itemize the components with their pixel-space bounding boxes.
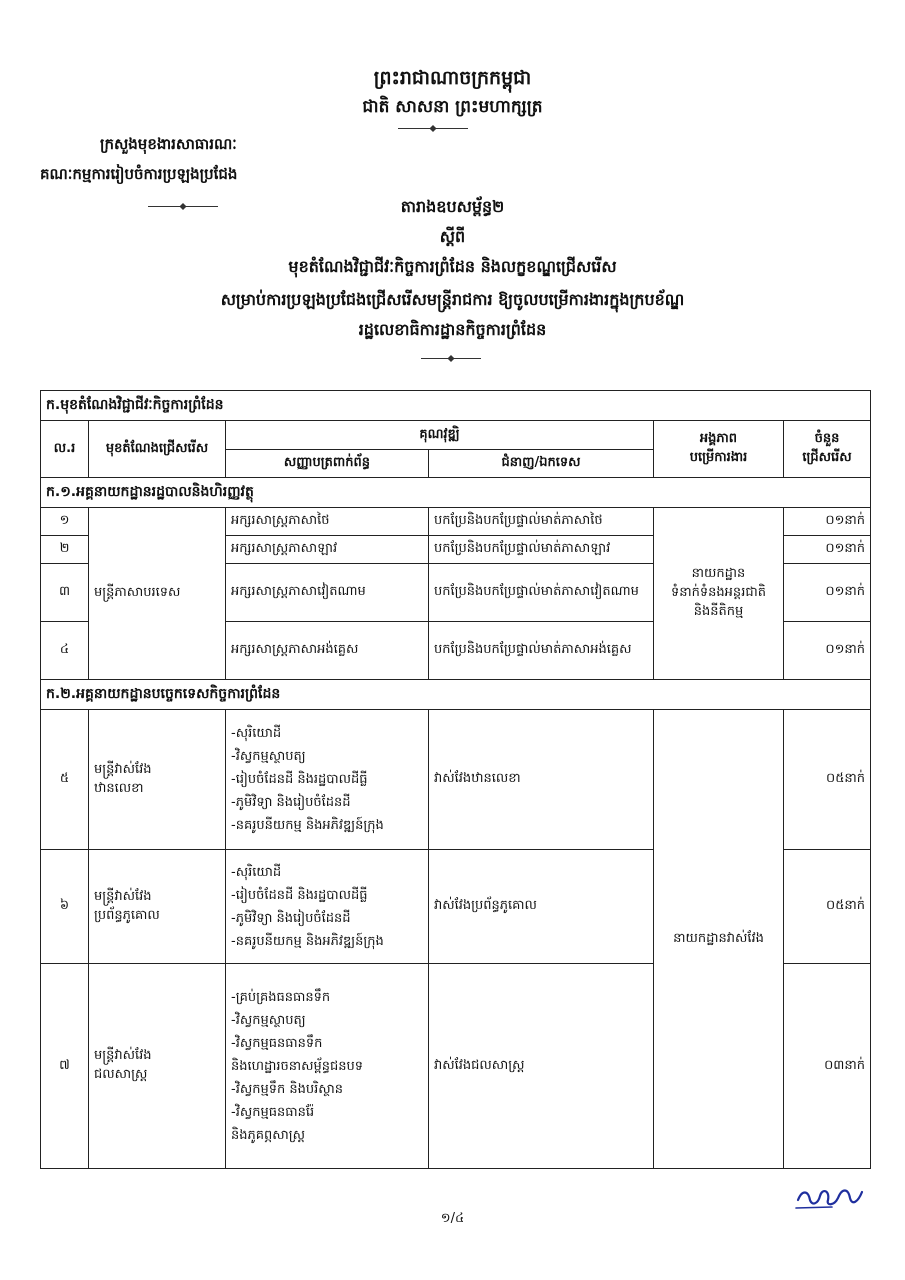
degree-item: -គ្រប់គ្រងធនធានទឹក (231, 989, 331, 1005)
position-name: មន្ត្រីភាសាបរទេស (89, 508, 226, 680)
degree-item: -វិស្វកម្មស្ថាបត្យ (231, 1012, 306, 1028)
degree-item: -នគរូបនីយកម្ម និងអភិវឌ្ឍន៍ក្រុង (231, 933, 384, 949)
count-cell: ០៥នាក់ (784, 850, 871, 964)
service-unit-line: នាយកដ្ឋាន (691, 566, 746, 581)
position-line: មន្ត្រីវាស់វែង (94, 888, 152, 904)
degree-item: និងភូគព្ភសាស្ត្រ (231, 1127, 306, 1143)
degree-item: -សុរិយោដី (231, 864, 282, 880)
national-motto: ជាតិ សាសនា ព្រះមហាក្សត្រ (362, 97, 543, 117)
degree-item: -ភូមិវិទ្យា និងរៀបចំដែនដី (231, 795, 351, 810)
specialty-cell: បកប្រែនិងបកប្រែផ្ទាល់មាត់ភាសាថៃ (429, 508, 654, 536)
specialty-cell: បកប្រែនិងបកប្រែផ្ទាល់មាត់ភាសាឡាវ (429, 536, 654, 564)
subsection-title-1: ក.១.អគ្គនាយកដ្ឋានរដ្ឋបាលនិងហិរញ្ញវត្ថុ (41, 478, 871, 508)
header-specialty: ជំនាញ/ឯកទេស (429, 450, 654, 478)
positions-table (40, 390, 871, 1169)
title-line-2: សម្រាប់ការប្រឡងប្រជែងជ្រើសរើសមន្ត្រីរាជការ ឱ្យចូលបម្រើការងារក្នុងក្របខ័ណ្ឌ (220, 290, 685, 309)
specialty-cell: វាស់វែងប្រព័ន្ធភូគោល (429, 850, 654, 964)
degree-item: -វិស្វកម្មទឹក និងបរិស្ថាន (231, 1081, 343, 1097)
position-line: ជលសាស្ត្រ (94, 1067, 148, 1082)
table-row (41, 508, 871, 536)
degree-item: -រៀបចំដែនដី និងរដ្ឋបាលដីធ្លី (231, 887, 368, 903)
degree-cell: អក្សរសាស្ត្រភាសាថៃ (226, 508, 429, 536)
motto-divider (398, 128, 468, 129)
handwritten-initial-mark (792, 1180, 872, 1212)
degree-item: -រៀបចំដែនដី និងរដ្ឋបាលដីធ្លី (231, 772, 368, 787)
header-qualification: គុណវុឌ្ឍិ (226, 421, 654, 450)
position-line: មន្ត្រីវាស់វែង (94, 1048, 152, 1063)
service-unit: នាយកដ្ឋានវាស់វែង (654, 710, 784, 1169)
degree-item: -វិស្វកម្មស្ថាបត្យ (231, 749, 306, 764)
subsection-title-2: ក.២.អគ្គនាយកដ្ឋានបច្ចេកទេសកិច្ចការព្រំដែន (41, 680, 871, 710)
specialty-cell: វាស់វែងជលសាស្ត្រ (429, 964, 654, 1169)
committee-name: គណៈកម្មការរៀបចំការប្រឡងប្រជែង (40, 165, 238, 183)
degree-item: -សុរិយោដី (231, 726, 282, 741)
kingdom-title: ព្រះរាជាណាចក្រកម្ពុជា (373, 67, 532, 89)
count-cell: ០១នាក់ (784, 564, 871, 622)
position-line: ប្រព័ន្ធភូគោល (94, 907, 160, 923)
degree-cell: អក្សរសាស្ត្រភាសាវៀតណាម (226, 564, 429, 622)
section-title: ក.មុខតំណែងវិជ្ជាជីវៈកិច្ចការព្រំដែន (41, 391, 871, 421)
row-number: ១ (41, 508, 89, 536)
specialty-cell: វាស់វែងឋានលេខា (429, 710, 654, 850)
count-cell: ០១នាក់ (784, 536, 871, 564)
ministry-name: ក្រសួងមុខងារសាធារណៈ (100, 135, 237, 153)
degree-list (226, 850, 429, 964)
count-cell: ០៣នាក់ (784, 964, 871, 1169)
degree-list (226, 964, 429, 1169)
degree-item: -នគរូបនីយកម្ម និងអភិវឌ្ឍន៍ក្រុង (231, 818, 384, 833)
title-divider (421, 358, 481, 359)
count-cell: ០១នាក់ (784, 508, 871, 536)
specialty-cell: បកប្រែនិងបកប្រែផ្ទាល់មាត់ភាសាវៀតណាម (429, 564, 654, 622)
degree-item: -វិស្វកម្មធនធានទឹក (231, 1035, 323, 1051)
row-number: ៥ (41, 710, 89, 850)
position-name (89, 850, 226, 964)
degree-item: -ភូមិវិទ្យា និងរៀបចំដែនដី (231, 910, 351, 926)
title-line-1: មុខតំណែងវិជ្ជាជីវៈកិច្ចការព្រំដែន និងលក្ខខណ្ឌជ្រើសរើស (288, 257, 617, 276)
header-position: មុខតំណែងជ្រើសរើស (89, 421, 226, 478)
row-number: ៤ (41, 622, 89, 680)
header-unit: អង្គភាព បម្រើការងារ (654, 421, 784, 478)
header-no: ល.រ (41, 421, 89, 478)
position-name (89, 710, 226, 850)
header-degree: សញ្ញាបត្រពាក់ព័ន្ធ (226, 450, 429, 478)
count-cell: ០១នាក់ (784, 622, 871, 680)
row-number: ៦ (41, 850, 89, 964)
page-number: ១/៤ (440, 1211, 465, 1226)
service-unit-line: និងនីតិកម្ម (693, 604, 744, 619)
service-unit (654, 508, 784, 680)
table-row (41, 710, 871, 850)
degree-list (226, 710, 429, 850)
position-line: ឋានលេខា (94, 780, 144, 796)
specialty-cell: បកប្រែនិងបកប្រែផ្ទាល់មាត់ភាសាអង់គ្លេស (429, 622, 654, 680)
degree-item: -វិស្វកម្មធនធានរ៉ែ (231, 1104, 315, 1120)
row-number: ២ (41, 536, 89, 564)
regarding-label: ស្តីពី (439, 227, 466, 246)
position-line: មន្ត្រីវាស់វែង (94, 761, 152, 777)
position-name (89, 964, 226, 1169)
degree-item: និងហេដ្ឋារចនាសម្ព័ន្ធជនបទ (231, 1058, 364, 1074)
row-number: ៣ (41, 564, 89, 622)
service-unit-line: ទំនាក់ទំនងអន្តរជាតិ (671, 585, 766, 600)
row-number: ៧ (41, 964, 89, 1169)
header-count: ចំនួន ជ្រើសរើស (784, 421, 871, 478)
title-line-3: រដ្ឋលេខាធិការដ្ឋានកិច្ចការព្រំដែន (358, 320, 547, 339)
annex-title: តារាងឧបសម្ព័ន្ធ២ (400, 197, 505, 216)
degree-cell: អក្សរសាស្ត្រភាសាអង់គ្លេស (226, 622, 429, 680)
count-cell: ០៥នាក់ (784, 710, 871, 850)
degree-cell: អក្សរសាស្ត្រភាសាឡាវ (226, 536, 429, 564)
